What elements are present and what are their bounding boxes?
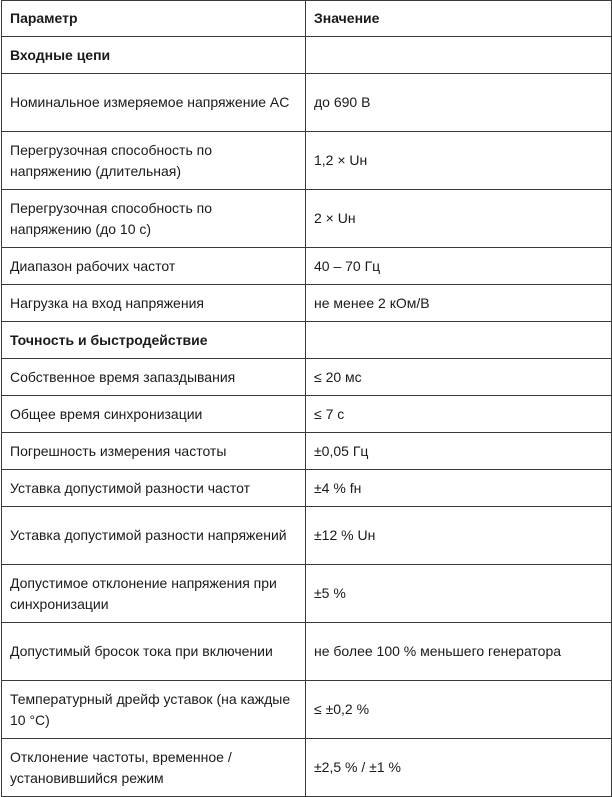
param-cell: Температурный дрейф уставок (на каждые 10 °C)	[2, 681, 306, 739]
table-row	[2, 681, 612, 739]
table-row	[2, 433, 612, 470]
value-cell: 40 – 70 Гц	[306, 248, 612, 285]
param-cell: Погрешность измерения частоты	[2, 433, 306, 470]
value-cell: 2 × Uн	[306, 190, 612, 248]
table-row	[2, 190, 612, 248]
table-row	[2, 739, 612, 797]
param-cell: Перегрузочная способность по напряжению (длительная)	[2, 132, 306, 190]
value-cell: не менее 2 кОм/В	[306, 285, 612, 322]
section-row	[2, 37, 612, 74]
section-value-cell	[306, 322, 612, 359]
value-cell: ±0,05 Гц	[306, 433, 612, 470]
param-cell: Допустимое отклонение напряжения при синхронизации	[2, 565, 306, 623]
section-title: Входные цепи	[2, 37, 306, 74]
table-row	[2, 248, 612, 285]
table-row	[2, 507, 612, 565]
param-cell: Общее время синхронизации	[2, 396, 306, 433]
table-row	[2, 565, 612, 623]
value-cell: ±12 % Uн	[306, 507, 612, 565]
param-cell: Отклонение частоты, временное / установившийся режим	[2, 739, 306, 797]
table-row	[2, 359, 612, 396]
param-cell: Нагрузка на вход напряжения	[2, 285, 306, 322]
value-cell: ±2,5 % / ±1 %	[306, 739, 612, 797]
column-header-value: Значение	[306, 1, 612, 37]
spec-table	[1, 0, 612, 797]
value-cell: до 690 В	[306, 74, 612, 132]
section-value-cell	[306, 37, 612, 74]
param-cell: Номинальное измеряемое напряжение AC	[2, 74, 306, 132]
column-header-parameter: Параметр	[2, 1, 306, 37]
table-row	[2, 285, 612, 322]
table-row	[2, 396, 612, 433]
param-cell: Диапазон рабочих частот	[2, 248, 306, 285]
table-row	[2, 623, 612, 681]
value-cell: ±4 % fн	[306, 470, 612, 507]
table-row	[2, 132, 612, 190]
param-cell: Уставка допустимой разности частот	[2, 470, 306, 507]
value-cell: ≤ 20 мс	[306, 359, 612, 396]
table-header-row	[2, 1, 612, 37]
param-cell: Уставка допустимой разности напряжений	[2, 507, 306, 565]
param-cell: Допустимый бросок тока при включении	[2, 623, 306, 681]
param-cell: Собственное время запаздывания	[2, 359, 306, 396]
value-cell: ≤ ±0,2 %	[306, 681, 612, 739]
value-cell: не более 100 % меньшего генератора	[306, 623, 612, 681]
value-cell: 1,2 × Uн	[306, 132, 612, 190]
value-cell: ≤ 7 с	[306, 396, 612, 433]
section-title: Точность и быстродействие	[2, 322, 306, 359]
table-row	[2, 74, 612, 132]
section-row	[2, 322, 612, 359]
param-cell: Перегрузочная способность по напряжению (до 10 с)	[2, 190, 306, 248]
table-row	[2, 470, 612, 507]
value-cell: ±5 %	[306, 565, 612, 623]
